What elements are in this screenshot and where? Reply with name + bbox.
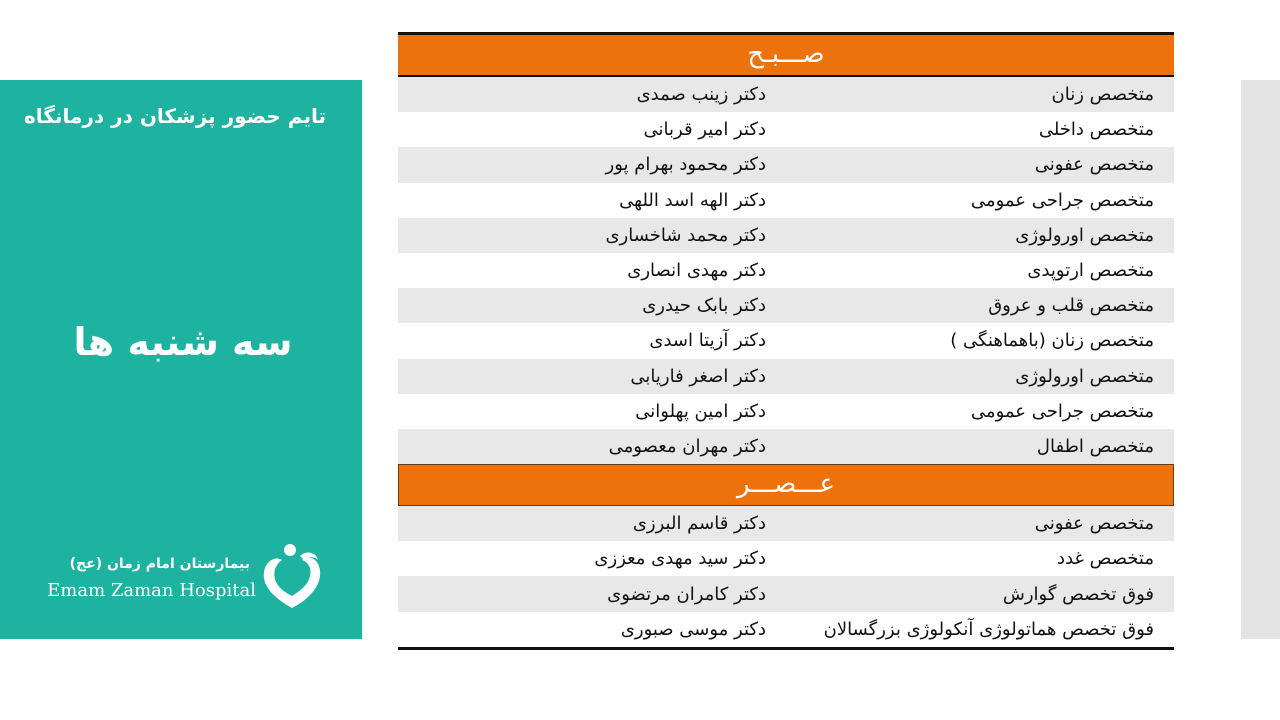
doctor-specialty: متخصص اورولوژی <box>1015 224 1154 246</box>
doctor-name: دکتر قاسم البرزی <box>632 513 766 535</box>
morning-header: صـــبـح <box>398 35 1174 77</box>
doctor-specialty: متخصص ارتوپدی <box>1027 260 1154 282</box>
table-row <box>398 359 1174 394</box>
table-row <box>398 576 1174 611</box>
doctor-name: دکتر اصغر فاریابی <box>630 365 766 387</box>
doctor-name: دکتر مهران معصومی <box>608 435 766 457</box>
table-row <box>398 429 1174 464</box>
doctor-specialty: متخصص عفونی <box>1034 513 1154 535</box>
table-row <box>398 147 1174 182</box>
doctor-name: دکتر زینب صمدی <box>636 84 766 106</box>
doctor-name: دکتر امین پهلوانی <box>635 400 766 422</box>
table-row <box>398 253 1174 288</box>
doctor-name: دکتر سید مهدی معززی <box>594 548 766 570</box>
table-row <box>398 541 1174 576</box>
schedule-table <box>398 32 1174 650</box>
table-row <box>398 612 1174 647</box>
doctor-name: دکتر کامران مرتضوی <box>607 583 766 605</box>
doctor-specialty: متخصص اطفال <box>1036 435 1154 457</box>
table-row <box>398 77 1174 112</box>
logo-english-text: Emam Zaman Hospital <box>47 580 256 601</box>
doctor-name: دکتر موسی صبوری <box>620 618 766 640</box>
doctor-specialty: متخصص داخلی <box>1038 119 1154 141</box>
doctor-specialty: متخصص عفونی <box>1034 154 1154 176</box>
doctor-specialty: متخصص غدد <box>1057 548 1154 570</box>
clinic-schedule-title: تایم حضور پزشکان در درمانگاه <box>24 104 326 128</box>
doctor-specialty: فوق تخصص هماتولوژی آنکولوژی بزرگسالان <box>823 618 1154 640</box>
morning-rows <box>398 77 1174 464</box>
doctor-specialty: متخصص قلب و عروق <box>988 295 1154 317</box>
doctor-specialty: متخصص جراحی عمومی <box>970 400 1154 422</box>
sidebar-panel <box>0 80 362 639</box>
doctor-specialty: متخصص زنان <box>1051 84 1154 106</box>
right-decorative-strip <box>1241 80 1280 639</box>
doctor-name: دکتر بابک حیدری <box>642 295 766 317</box>
table-row <box>398 288 1174 323</box>
table-row <box>398 506 1174 541</box>
day-label: سه شنبه ها <box>73 320 293 364</box>
afternoon-rows <box>398 506 1174 647</box>
logo-persian-text: بیمارستان امام زمان (عج) <box>69 556 250 572</box>
doctor-name: دکتر امیر قربانی <box>643 119 766 141</box>
hospital-logo <box>47 542 328 612</box>
table-row <box>398 218 1174 253</box>
doctor-name: دکتر محمد شاخساری <box>605 224 766 246</box>
doctor-name: دکتر محمود بهرام پور <box>605 154 766 176</box>
table-row <box>398 183 1174 218</box>
table-row <box>398 112 1174 147</box>
afternoon-header: عـــصـــر <box>398 464 1174 506</box>
doctor-name: دکتر الهه اسد اللهی <box>619 189 766 211</box>
table-row <box>398 323 1174 358</box>
table-row <box>398 394 1174 429</box>
doctor-name: دکتر مهدی انصاری <box>627 260 766 282</box>
doctor-specialty: متخصص جراحی عمومی <box>970 189 1154 211</box>
doctor-specialty: متخصص زنان (باهماهنگی ) <box>950 330 1154 352</box>
heart-logo-icon <box>260 542 324 612</box>
doctor-specialty: فوق تخصص گوارش <box>1002 583 1154 605</box>
doctor-specialty: متخصص اورولوژی <box>1015 365 1154 387</box>
doctor-name: دکتر آزیتا اسدی <box>649 330 766 352</box>
